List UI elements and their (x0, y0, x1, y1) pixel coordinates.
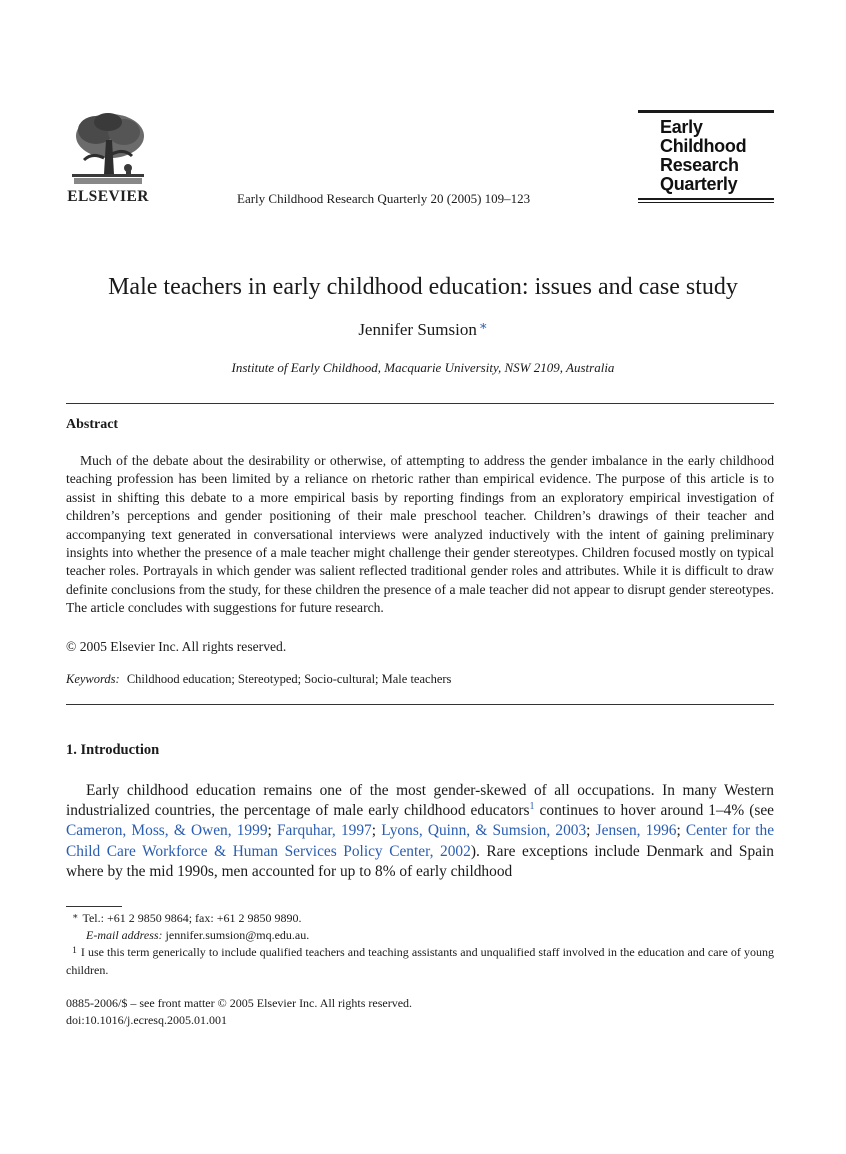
issn-line: 0885-2006/$ – see front matter © 2005 Elsevier Inc. All rights reserved. (66, 996, 413, 1010)
author-footnote-link[interactable]: ∗ (478, 318, 488, 333)
paper-title: Male teachers in early childhood education: issues and case study (108, 274, 738, 300)
intro-text: ; (267, 822, 277, 840)
footnote-contact-text: Tel.: +61 2 9850 9864; fax: +61 2 9850 9890. (82, 911, 302, 925)
elsevier-logo (66, 110, 150, 206)
citation-link[interactable]: Jensen, 1996 (595, 822, 677, 840)
keywords-label: Keywords: (66, 672, 120, 686)
abstract-body (66, 452, 774, 618)
intro-text: ; (676, 822, 686, 840)
footnote-contact (66, 910, 774, 928)
footnote-1-text: I use this term generically to include qualified teachers and teaching assistants and unqualified staff involved in the education and care of young children. (66, 945, 774, 977)
keywords (66, 672, 451, 687)
journal-logo-bottom-rule-thin (638, 202, 774, 203)
intro-body (66, 781, 774, 882)
citation-link[interactable]: Center for the Child Care Workforce & Human Services Policy Center, 2002 (66, 822, 775, 860)
intro-text: continues to hover around 1–4% (see (534, 802, 774, 820)
journal-logo-line: Research (660, 155, 739, 175)
abstract-copyright: © 2005 Elsevier Inc. All rights reserved. (66, 639, 287, 654)
elsevier-wordmark: ELSEVIER (67, 188, 149, 205)
abstract-heading: Abstract (66, 417, 119, 432)
footnote-star-mark: ∗ (72, 912, 79, 922)
footnote-rule (66, 906, 122, 907)
journal-logo (638, 110, 774, 205)
front-matter (66, 995, 412, 1029)
journal-logo-line: Quarterly (660, 174, 738, 194)
author-name: Jennifer Sumsion (358, 320, 477, 339)
journal-logo-bottom-rule (638, 198, 774, 200)
abstract-text: Much of the debate about the desirability or otherwise, of attempting to address the gender imbalance in the early childhood teaching profession has been limited by a reliance on rhetoric rather than empirical evidence. The purpose of this article is to assist in shifting this debate to a more empirical basis by reporting findings from an exploratory empirical investigation of children’s perceptions and gender positioning of their male preschool teacher. Children’s drawings of their teacher and accompanying text generated in conversational interviews were analyzed inductively with the intent of gaining preliminary insights into whether the presence of a male teacher might challenge their gender stereotypes. Children focused mostly on typical teacher roles. Portrayals in which gender was salient reflected traditional gender roles and attributes. While it is difficult to draw definite conclusions from the study, for these children the presence of a male teacher did not appear to disrupt gender stereotypes. The article concludes with suggestions for future research. (66, 453, 774, 616)
section-heading: 1. Introduction (66, 742, 160, 758)
intro-paragraph (66, 781, 774, 882)
email-link[interactable]: jennifer.sumsion@mq.edu.au. (165, 928, 310, 942)
journal-logo-top-rule (638, 110, 774, 113)
intro-text: Early childhood education remains one of the most gender-skewed of all occupations. In many Western industrialized countries, the percentage of male early childhood educators (66, 782, 774, 820)
citation-link[interactable]: Cameron, Moss, & Owen, 1999 (66, 822, 268, 840)
footnote-1-mark: 1 (72, 946, 77, 956)
intro-text: ). Rare exceptions include Denmark and Spain where by the mid 1990s, men accounted for up to 8% of early childhood (66, 842, 774, 880)
abstract-top-rule (66, 403, 774, 404)
intro-text: ; (371, 822, 382, 840)
author (0, 320, 846, 340)
doi-link[interactable]: doi:10.1016/j.ecresq.2005.01.001 (66, 1013, 227, 1027)
journal-logo-line: Childhood (660, 136, 747, 156)
journal-logo-line: Early (660, 117, 703, 137)
keywords-value: Childhood education; Stereotyped; Socio-cultural; Male teachers (126, 672, 452, 686)
footnote-1 (66, 944, 774, 979)
footnote-ref-1[interactable]: 1 (529, 801, 535, 813)
journal-citation: Early Childhood Research Quarterly 20 (2005) 109–123 (237, 191, 531, 206)
intro-text: ; (586, 822, 596, 840)
elsevier-tree-icon (66, 110, 150, 188)
citation-link[interactable]: Lyons, Quinn, & Sumsion, 2003 (381, 822, 587, 840)
email-label: E-mail address: (86, 928, 163, 942)
abstract-bottom-rule (66, 704, 774, 705)
citation-link[interactable]: Farquhar, 1997 (276, 822, 372, 840)
affiliation: Institute of Early Childhood, Macquarie University, NSW 2109, Australia (231, 360, 615, 375)
footnote-email (66, 927, 774, 945)
